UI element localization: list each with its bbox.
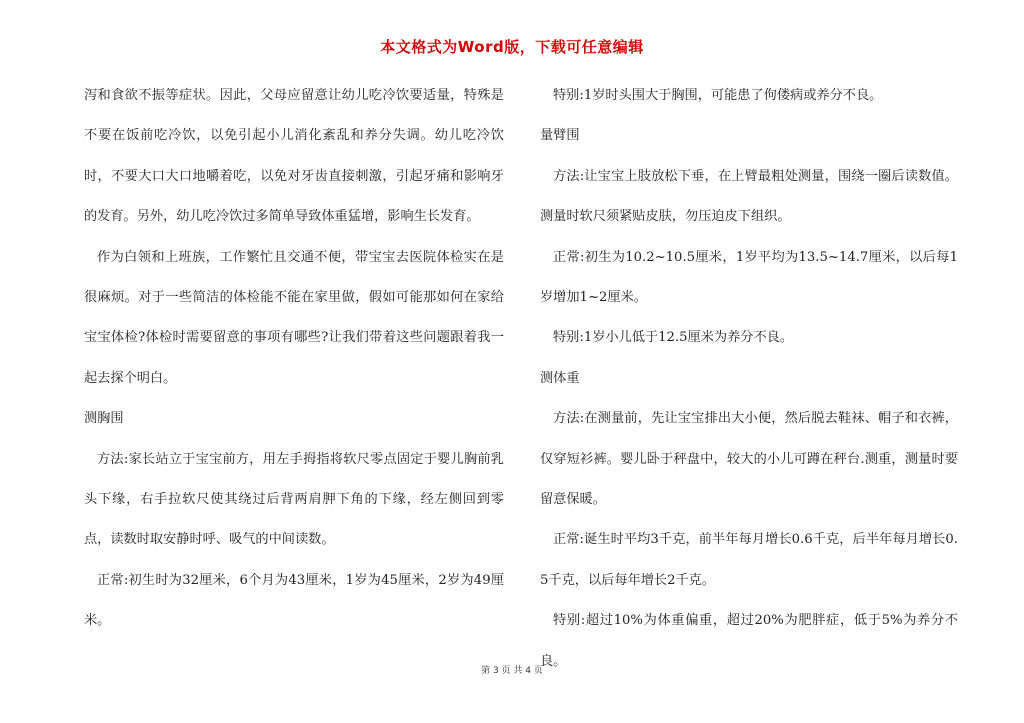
paragraph-chest-normal: 正常:初生时为32厘米，6个月为43厘米，1岁为45厘米，2岁为49厘米。 [84, 572, 504, 629]
right-column [540, 76, 958, 682]
paragraph-weight-normal: 正常:诞生时平均3千克，前半年每月增长0.6千克，后半年每月增长0.5千克，以后每年增长2千克。 [540, 532, 958, 588]
page-number-footer: 第 3 页 共 4 页 [481, 666, 543, 676]
paragraph-weight-method: 方法:在测量前，先让宝宝排出大小便，然后脱去鞋袜、帽子和衣裤，仅穿短衫裤。婴儿卧于秤盘中，较大的小儿可蹲在秤台.测重，测量时要留意保暖。 [540, 411, 958, 508]
section-heading-arm: 量臂围 [540, 128, 580, 144]
document-banner: 本文格式为Word版，下载可任意编辑 [380, 38, 644, 56]
section-heading-chest: 测胸围 [84, 411, 124, 427]
section-heading-weight: 测体重 [540, 370, 580, 386]
paragraph-arm-normal: 正常:初生为10.2~10.5厘米，1岁平均为13.5~14.7厘米，以后每1岁增加1~2厘米。 [540, 249, 958, 306]
left-column [84, 76, 504, 642]
paragraph-cold-drinks: 泻和食欲不振等症状。因此，父母应留意让幼儿吃冷饮要适量，特殊是不要在饭前吃冷饮，以免引起小儿消化紊乱和养分失调。幼儿吃冷饮时，不要大口大口地嚼着吃，以免对牙齿直接刺激，引起牙痛和影响牙的发育。另外，幼儿吃冷饮过多简单导致体重猛增，影响生长发育。 [84, 88, 504, 225]
paragraph-home-checkup: 作为白领和上班族，工作繁忙且交通不便，带宝宝去医院体检实在是很麻烦。对于一些简洁的体检能不能在家里做，假如可能那如何在家给宝宝体检?体检时需要留意的事项有哪些?让我们带着这些问题跟着我一起去探个明白。 [84, 249, 504, 386]
paragraph-chest-method: 方法:家长站立于宝宝前方，用左手拇指将软尺零点固定于婴儿胸前乳头下缘，右手拉软尺使其绕过后背两肩胛下角的下缘，经左侧回到零点，读数时取安静时呼、吸气的中间读数。 [84, 451, 504, 548]
paragraph-chest-special: 特别:1岁时头围大于胸围，可能患了佝偻病或养分不良。 [553, 88, 883, 103]
paragraph-arm-method: 方法:让宝宝上肢放松下垂，在上臂最粗处测量，围绕一圈后读数值。测量时软尺须紧贴皮肤，勿压迫皮下组织。 [540, 168, 958, 225]
paragraph-weight-special: 特别:超过10%为体重偏重，超过20%为肥胖症，低于5%为养分不良。 [540, 613, 958, 669]
paragraph-arm-special: 特别:1岁小儿低于12.5厘米为养分不良。 [553, 330, 794, 346]
